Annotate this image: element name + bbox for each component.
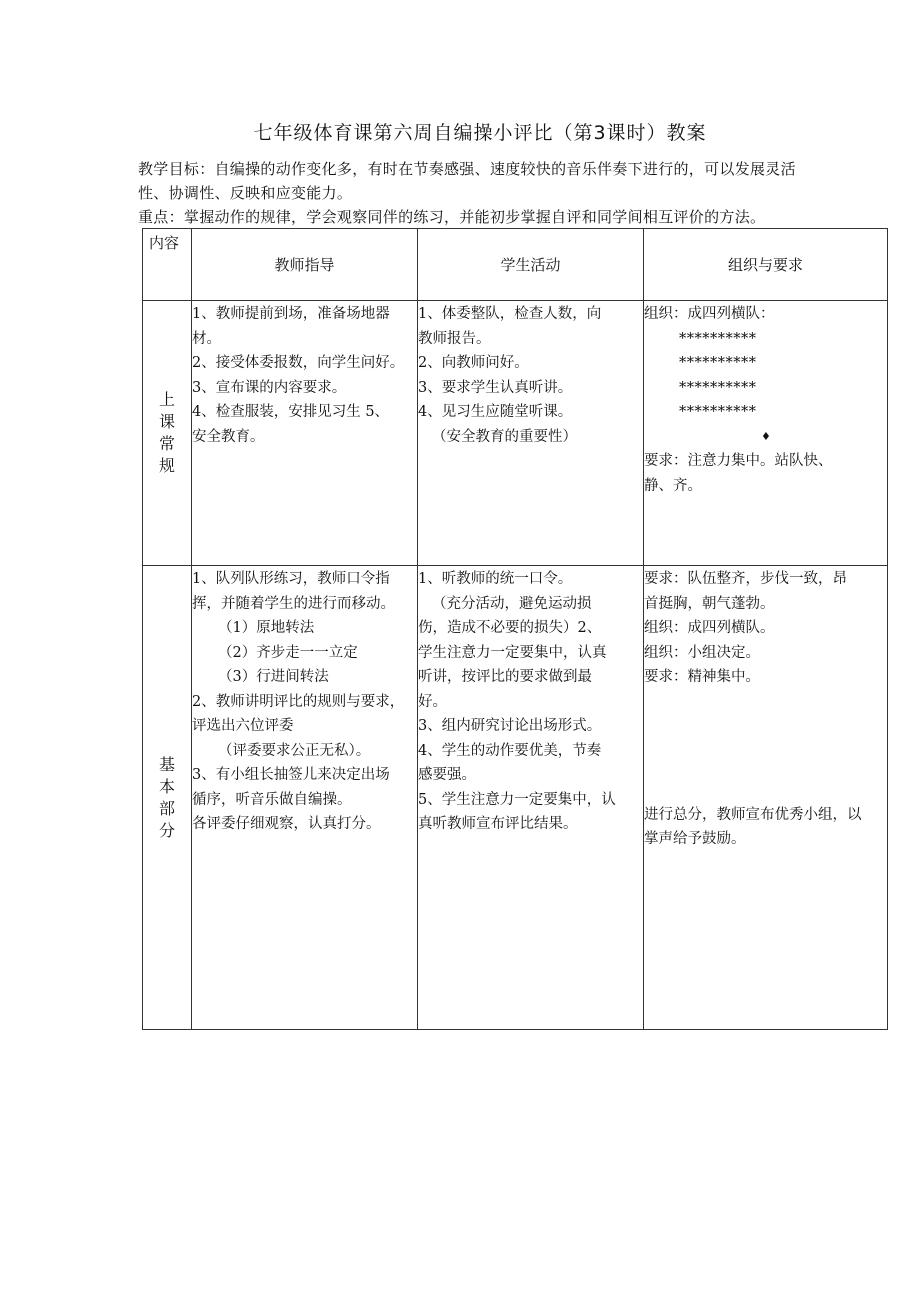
routine-row bbox=[143, 301, 888, 566]
page-title: 七年级体育课第六周自编操小评比（第3课时）教案 bbox=[253, 122, 707, 144]
text-line: （1）原地转法 bbox=[218, 620, 315, 636]
intro-section bbox=[138, 157, 873, 229]
text-line: 1、听教师的统一口令。 bbox=[418, 571, 573, 587]
formation-row: ********** bbox=[679, 330, 757, 347]
routine-student-cell bbox=[418, 301, 644, 566]
header-content: 内容 bbox=[143, 229, 192, 301]
text-line: 掌声给予鼓励。 bbox=[644, 831, 746, 847]
text-line: 各评委仔细观察，认真打分。 bbox=[192, 816, 381, 832]
text-line: 4、学生的动作要优美，节奏 bbox=[418, 742, 602, 759]
text-line: 材。 bbox=[192, 330, 221, 347]
goal-line-2: 性、协调性、反映和应变能力。 bbox=[138, 184, 353, 202]
main-organization-cell bbox=[644, 566, 888, 1030]
text-line: （充分活动，避免运动损 bbox=[432, 595, 592, 612]
text-line: 4、见习生应随堂听课。 bbox=[418, 404, 573, 420]
text-line: 1、教师提前到场，准备场地器 bbox=[192, 306, 390, 322]
text-line: 感要强。 bbox=[418, 767, 476, 783]
text-line: （3）行进间转法 bbox=[218, 669, 329, 685]
text-line: 5、学生注意力一定要集中，认 bbox=[418, 791, 616, 808]
text-line: 真听教师宣布评比结果。 bbox=[418, 816, 578, 832]
text-line: 1、体委整队，检查人数，向 bbox=[418, 306, 602, 322]
text-line: 要求：注意力集中。站队快、 bbox=[644, 453, 833, 469]
text-line: 挥，并随着学生的进行而移动。 bbox=[192, 595, 395, 612]
spacer bbox=[644, 690, 887, 803]
main-teacher-cell bbox=[192, 566, 418, 1030]
text-line: 学生注意力一定要集中，认真 bbox=[418, 644, 607, 661]
text-line: 组织：成四列横队。 bbox=[644, 620, 775, 636]
text-line: 安全教育。 bbox=[192, 428, 265, 445]
text-line: 要求：队伍整齐，步伐一致，昂 bbox=[644, 571, 847, 587]
text-line: 好。 bbox=[418, 693, 447, 710]
text-line: 4、检查服装，安排见习生 5、 bbox=[192, 404, 390, 420]
text-line: 听讲，按评比的要求做到最 bbox=[418, 669, 592, 685]
text-line: 伤，造成不必要的损失）2、 bbox=[418, 620, 602, 636]
text-line: 首挺胸，朝气蓬勃。 bbox=[644, 595, 775, 612]
routine-organization-cell bbox=[644, 301, 888, 566]
text-line: （安全教育的重要性） bbox=[432, 428, 577, 445]
text-line: 教师报告。 bbox=[418, 330, 491, 347]
text-line: 要求：精神集中。 bbox=[644, 669, 760, 685]
text-line: 静、齐。 bbox=[644, 477, 702, 494]
header-teacher: 教师指导 bbox=[192, 229, 418, 301]
goal-line-1: 教学目标：自编操的动作变化多，有时在节奏感强、速度较快的音乐伴奏下进行的，可以发展灵活 bbox=[138, 160, 796, 178]
header-organization: 组织与要求 bbox=[644, 229, 888, 301]
text-line: 进行总分，教师宣布优秀小组，以 bbox=[644, 806, 862, 823]
formation-row: ********** bbox=[679, 379, 757, 396]
text-line: 2、教师讲明评比的规则与要求， bbox=[192, 693, 405, 710]
text-line: 1、队列队形练习，教师口令指 bbox=[192, 571, 390, 587]
lesson-plan-table bbox=[142, 228, 888, 1030]
header-row bbox=[143, 229, 888, 301]
text-line: （评委要求公正无私）。 bbox=[218, 742, 371, 759]
formation-row: ********** bbox=[679, 404, 757, 420]
main-part-row bbox=[143, 566, 888, 1030]
focus-line: 重点：掌握动作的规律，学会观察同伴的练习，并能初步掌握自评和同学间相互评价的方法。 bbox=[138, 208, 766, 226]
text-line: 循序，听音乐做自编操。 bbox=[192, 791, 352, 808]
text-line: 组织：小组决定。 bbox=[644, 644, 760, 661]
header-student: 学生活动 bbox=[418, 229, 644, 301]
text-line: 3、组内研究讨论出场形式。 bbox=[418, 718, 602, 734]
formation-title: 组织：成四列横队： bbox=[644, 306, 775, 322]
teacher-position-symbol: ♦ bbox=[761, 429, 771, 443]
text-line: 2、向教师问好。 bbox=[418, 355, 529, 371]
text-line: 3、要求学生认真听讲。 bbox=[418, 379, 573, 396]
text-line: 2、接受体委报数，向学生问好。 bbox=[192, 355, 405, 371]
formation-row: ********** bbox=[679, 355, 757, 371]
text-line: 3、宣布课的内容要求。 bbox=[192, 379, 347, 396]
section-label-routine: 上 课 常 规 bbox=[143, 301, 192, 566]
main-student-cell bbox=[418, 566, 644, 1030]
routine-teacher-cell bbox=[192, 301, 418, 566]
text-line: 3、有小组长抽签儿来决定出场 bbox=[192, 767, 390, 783]
text-line: 评选出六位评委 bbox=[192, 718, 294, 734]
text-line: （2）齐步走一一立定 bbox=[218, 644, 358, 661]
section-label-main: 基 本 部 分 bbox=[143, 566, 192, 1030]
